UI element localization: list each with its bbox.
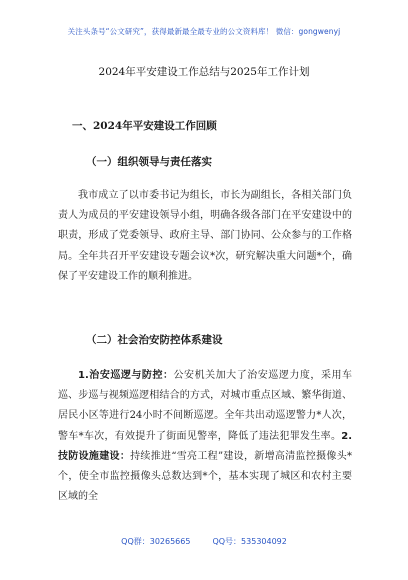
paragraph-leadership: 我市成立了以市委书记为组长，市长为副组长，各相关部门负责人为成员的平安建设领导小组，明确各级各部门在平安建设中的职责，形成了党委领导、政府主导、部门协同、公众参与的工作格局。全年共召开平安建设专题会议*次，研究解决重大问题*个，确保了平安建设工作的顺利推进。	[58, 190, 352, 282]
section-heading-review: 一、2024年平安建设工作回顾	[72, 120, 217, 132]
item-text-patrol: 公安机关加大了治安巡逻力度，采用车巡、步巡与视频巡逻相结合的方式，对城市重点区域、繁华街道、居民小区等进行24小时不间断巡逻。全年共出动巡逻警力*人次，警车*车次，有效提升了街面见警率，降低了违法犯罪发生率。	[58, 370, 353, 442]
footer-contact	[0, 536, 408, 547]
item-label-patrol: 1.治安巡逻与防控：	[78, 370, 174, 381]
paragraph-security-system	[58, 366, 352, 507]
document-title: 2024年平安建设工作总结与2025年工作计划	[98, 66, 310, 78]
footer-qq-group: QQ群：30265665	[121, 537, 191, 546]
footer-qq-number: QQ号：535304092	[212, 537, 287, 546]
subsection-heading-leadership: （一）组织领导与责任落实	[86, 156, 212, 168]
header-banner: 关注头条号“公文研究”，获得最新最全最专业的公文资料库！ 微信：gongwenyj	[67, 27, 341, 36]
item-text-tech: 持续推进“雪亮工程”建设，新增高清监控摄像头*个，使全市监控摄像头总数达到*个，基本实现了城区和农村主要区域的全	[58, 450, 352, 503]
item-label-tech: 2.技防设施建设：	[58, 430, 352, 462]
subsection-heading-security-system: （二）社会治安防控体系建设	[86, 334, 223, 346]
